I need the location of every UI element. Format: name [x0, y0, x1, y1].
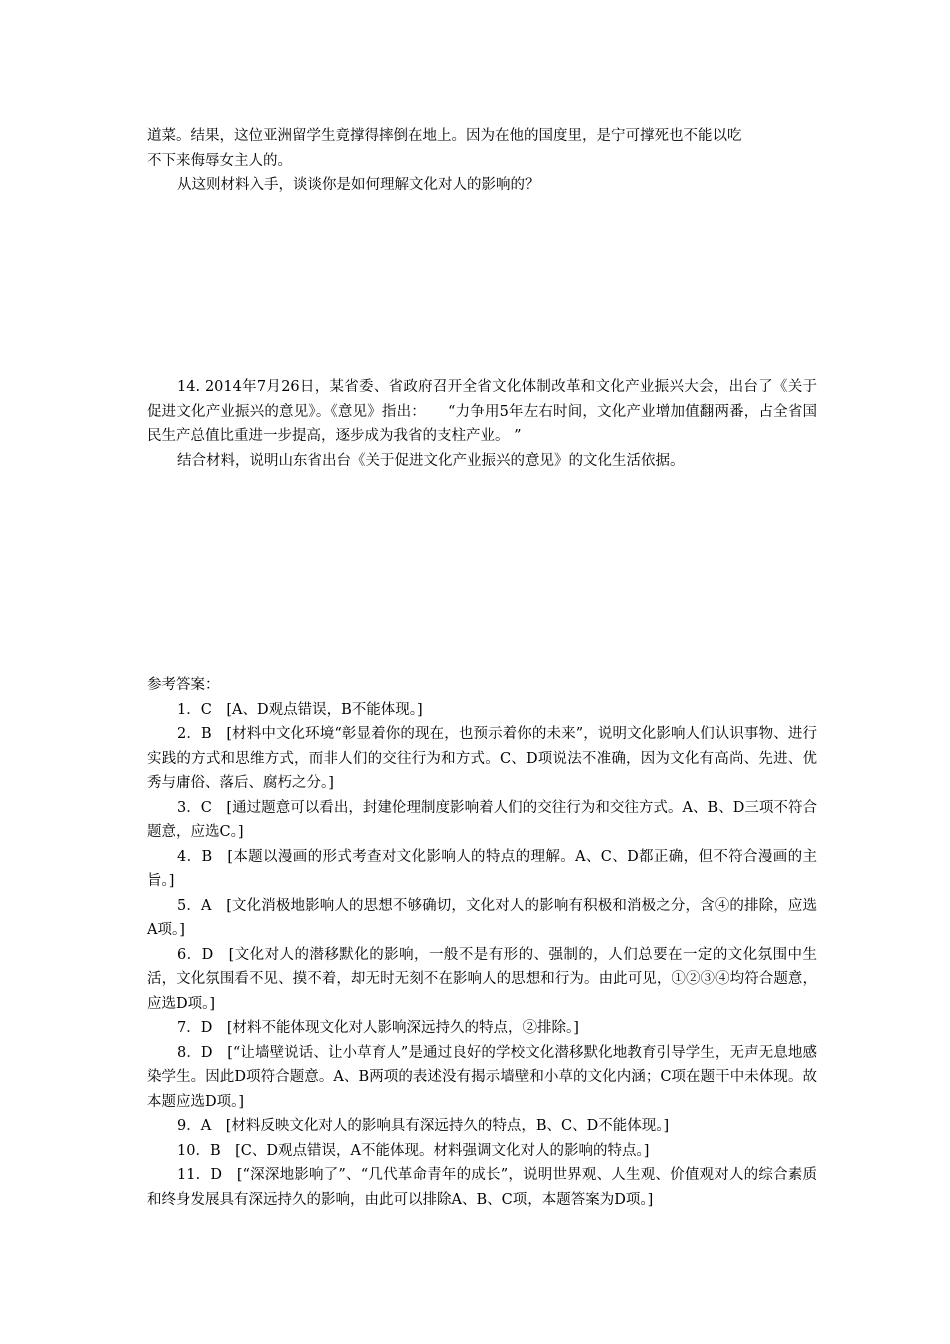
- answer-key-section: [147, 673, 817, 1212]
- q13-line-1: 道菜。结果，这位亚洲留学生竟撑得摔倒在地上。因为在他的国度里，是宁可撑死也不能以吃: [147, 128, 742, 144]
- answer-item: 4．B [本题以漫画的形式考查对文化影响人的特点的理解。A、C、D都正确，但不符合漫画的主旨。]: [147, 848, 817, 889]
- answer-item: 1．C [A、D观点错误，B不能体现。]: [177, 701, 423, 718]
- q13-line-2: 不下来侮辱女主人的。: [147, 152, 292, 169]
- answer-item: 3．C [通过题意可以看出，封建伦理制度影响着人们的交往行为和交往方式。A、B、D三项不符合题意，应选C。]: [147, 799, 817, 840]
- answer-item: 11．D [“深深地影响了”、“几代革命青年的成长”，说明世界观、人生观、价值观对人的综合素质和终身发展具有深远持久的影响，由此可以排除A、B、C项，本题答案为D项。]: [147, 1167, 817, 1208]
- answer-item: 6．D [文化对人的潜移默化的影响，一般不是有形的、强制的，人们总要在一定的文化氛围中生活，文化氛围看不见、摸不着，却无时无刻不在影响人的思想和行为。由此可见，①②③④均符合题意，应选D项。]: [147, 946, 817, 1012]
- answer-item: 10．B [C、D观点错误，A不能体现。材料强调文化对人的影响的特点。]: [177, 1142, 650, 1159]
- q13-question: 从这则材料入手，谈谈你是如何理解文化对人的影响的？: [177, 177, 540, 193]
- answer-key-heading: 参考答案：: [147, 677, 220, 693]
- question-13-section: [147, 124, 817, 198]
- answer-item: 7．D [材料不能体现文化对人影响深远持久的特点，②排除。]: [177, 1020, 579, 1036]
- answer-item: 8．D [“让墙壁说话、让小草育人”是通过良好的学校文化潜移默化地教育引导学生，无声无息地感染学生。因此D项符合题意。A、B两项的表述没有揭示墙壁和小草的文化内涵；C项在题干中未体现。故本题应选D项。]: [147, 1044, 817, 1110]
- q14-text: 14. 2014年7月26日，某省委、省政府召开全省文化体制改革和文化产业振兴大会，出台了《关于促进文化产业振兴的意见》。《意见》指出： “力争用5年左右时间，文化产业增加值翻两番，占全省国民生产总值比重进一步提高，逐步成为我省的支柱产业。 ”: [147, 379, 817, 444]
- q14-question: 结合材料，说明山东省出台《关于促进文化产业振兴的意见》的文化生活依据。: [177, 452, 685, 469]
- question-14-section: [147, 375, 817, 473]
- answer-item: 5．A [文化消极地影响人的思想不够确切，文化对人的影响有积极和消极之分，含④的排除，应选A项。]: [147, 897, 817, 938]
- answer-item: 9．A [材料反映文化对人的影响具有深远持久的特点，B、C、D不能体现。]: [177, 1118, 670, 1134]
- answer-item: 2．B [材料中文化环境“彰显着你的现在，也预示着你的未来”，说明文化影响人们认识事物、进行实践的方式和思维方式，而非人们的交往行为和方式。C、D项说法不准确，因为文化有高尚、先进、优秀与庸俗、落后、腐朽之分。]: [147, 726, 817, 791]
